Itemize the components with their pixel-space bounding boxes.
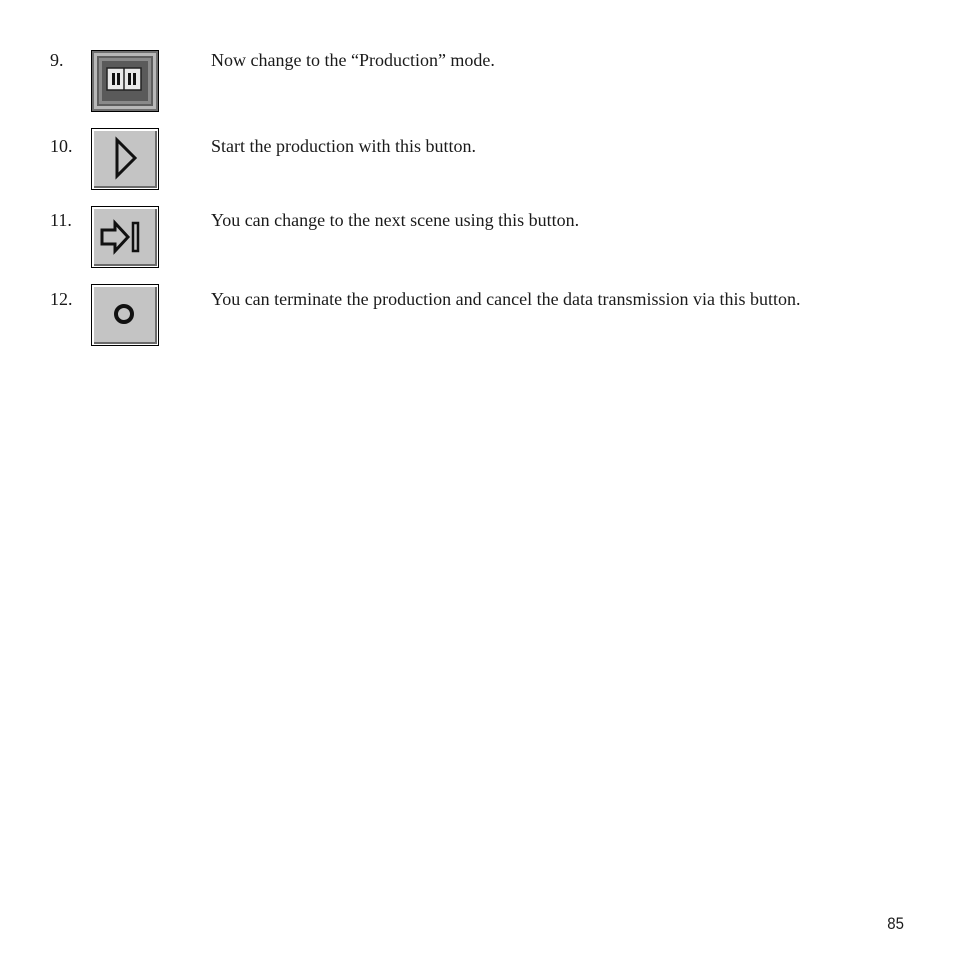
stop-circle-icon (91, 284, 159, 346)
stop-button[interactable] (91, 284, 159, 346)
next-scene-button[interactable] (91, 206, 159, 268)
step-number: 11. (50, 210, 72, 230)
step-number: 10. (50, 136, 73, 156)
step-number: 12. (50, 289, 73, 309)
production-mode-button[interactable] (91, 50, 159, 112)
step-number: 9. (50, 50, 64, 70)
step-description: You can terminate the production and cancel the data transmission via this button. (211, 289, 801, 309)
step-description: Start the production with this button. (211, 136, 476, 156)
production-mode-icon (91, 50, 159, 112)
step-description: You can change to the next scene using this button. (211, 210, 580, 230)
next-scene-icon (91, 206, 159, 268)
play-icon (91, 128, 159, 190)
page-number: 85 (887, 914, 904, 933)
step-description: Now change to the “Production” mode. (211, 50, 495, 70)
play-button[interactable] (91, 128, 159, 190)
